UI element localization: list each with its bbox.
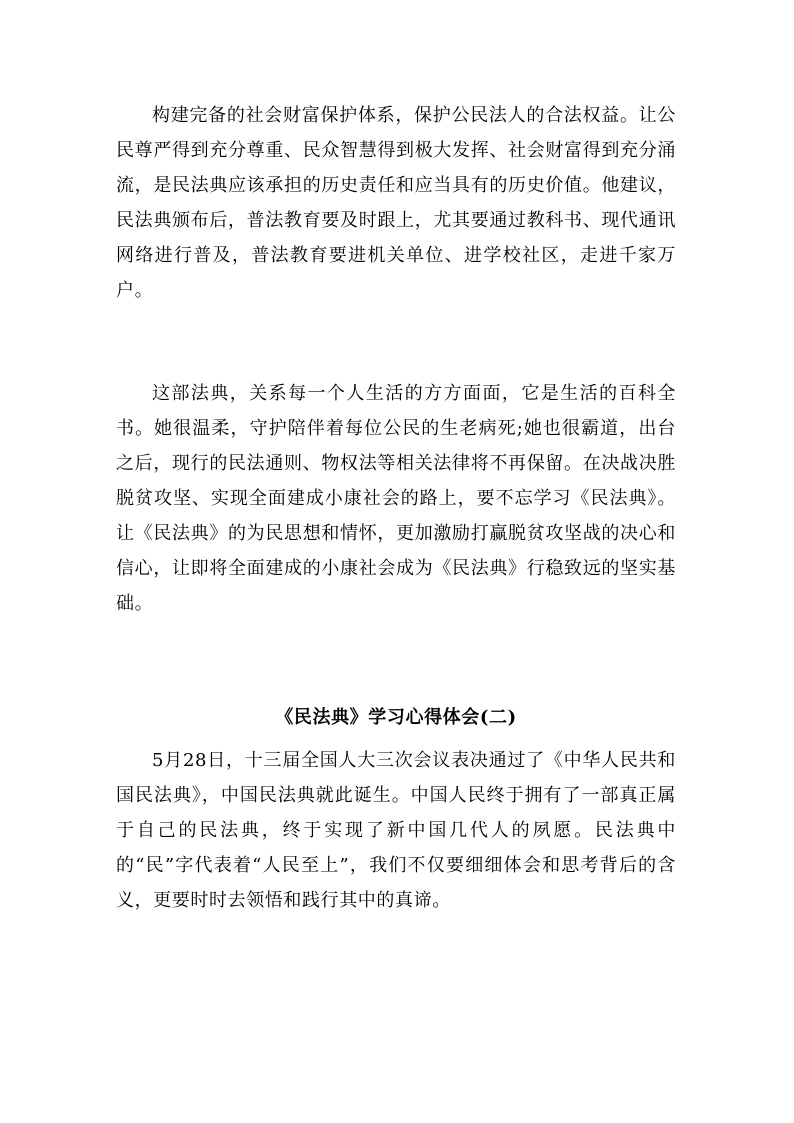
body-paragraph-1: 构建完备的社会财富保护体系，保护公民法人的合法权益。让公民尊严得到充分尊重、民众智慧得到极大发挥、社会财富得到充分涌流，是民法典应该承担的历史责任和应当具有的历史价值。他建议，民法典颁布后，普法教育要及时跟上，尤其要通过教科书、现代通讯网络进行普及，普法教育要进机关单位、进学校社区，走进千家万户。 <box>116 105 676 301</box>
body-paragraph-2: 这部法典，关系每一个人生活的方方面面，它是生活的百科全书。她很温柔，守护陪伴着每位公民的生老病死;她也很霸道，出台之后，现行的民法通则、物权法等相关法律将不再保留。在决战决胜脱贫攻坚、实现全面建成小康社会的路上，要不忘学习《民法典》。让《民法典》的为民思想和情怀，更加激励打赢脱贫攻坚战的决心和信心，让即将全面建成的小康社会成为《民法典》行稳致远的坚实基础。 <box>116 383 676 614</box>
section-paragraph: 5月28日，十三届全国人大三次会议表决通过了《中华人民共和国民法典》，中国民法典就此诞生。中国人民终于拥有了一部真正属于自己的民法典，终于实现了新中国几代人的夙愿。民法典中的“民”字代表着“人民至上”，我们不仅要细细体会和思考背后的含义，更要时时去领悟和践行其中的真谛。 <box>116 750 676 911</box>
section-heading: 《民法典》学习心得体会(二) <box>275 707 517 728</box>
